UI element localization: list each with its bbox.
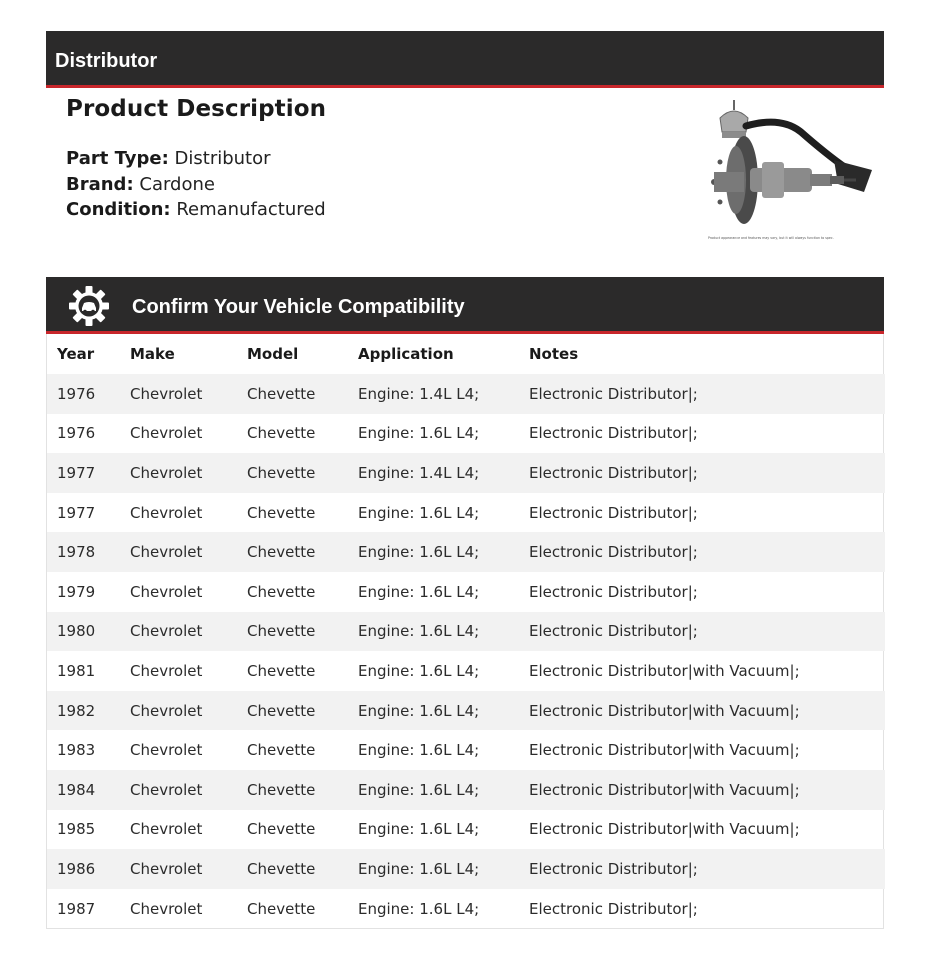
cell-notes: Electronic Distributor|with Vacuum|;	[519, 691, 885, 731]
cell-year: 1986	[47, 849, 120, 889]
cell-model: Chevette	[237, 612, 348, 652]
cell-model: Chevette	[247, 899, 316, 918]
distributor-image	[706, 100, 881, 242]
table-row	[47, 414, 885, 454]
cell-year: 1976	[47, 374, 120, 414]
table-row	[47, 493, 885, 533]
cell-application: Engine: 1.6L L4;	[348, 691, 519, 731]
cell-make: Chevrolet	[130, 661, 203, 680]
cell-make: Chevrolet	[130, 424, 203, 443]
cell-model: Chevette	[247, 424, 316, 443]
cell-year: 1977	[47, 453, 120, 493]
table-row	[47, 572, 885, 612]
table-row	[47, 453, 885, 493]
cell-make: Chevrolet	[120, 532, 237, 572]
cell-make: Chevrolet	[120, 453, 237, 493]
section-title: Distributor	[55, 50, 158, 72]
cell-notes: Electronic Distributor|;	[519, 532, 885, 572]
gear-car-icon	[68, 285, 110, 327]
cell-notes: Electronic Distributor|;	[519, 849, 885, 889]
cell-year: 1978	[47, 532, 120, 572]
cell-make: Chevrolet	[120, 691, 237, 731]
table-body	[47, 374, 885, 928]
cell-notes: Electronic Distributor|;	[529, 503, 698, 522]
cell-year: 1982	[47, 691, 120, 731]
cell-year: 1980	[47, 612, 120, 652]
cell-application: Engine: 1.6L L4;	[358, 820, 480, 839]
brand-row	[66, 172, 326, 198]
cell-make: Chevrolet	[130, 741, 203, 760]
cell-application: Engine: 1.6L L4;	[358, 661, 480, 680]
table-row	[47, 374, 885, 414]
cell-make: Chevrolet	[120, 612, 237, 652]
cell-make: Chevrolet	[120, 374, 237, 414]
table-row	[47, 810, 885, 850]
table-row	[47, 849, 885, 889]
cell-model: Chevette	[247, 820, 316, 839]
column-header-year: Year	[57, 345, 95, 363]
field-label: Part Type:	[66, 148, 169, 169]
cell-model: Chevette	[247, 503, 316, 522]
cell-notes: Electronic Distributor|with Vacuum|;	[529, 741, 800, 760]
column-header-model: Model	[247, 345, 299, 363]
cell-year: 1985	[57, 820, 96, 839]
cell-year: 1979	[57, 582, 96, 601]
cell-notes: Electronic Distributor|;	[529, 899, 698, 918]
product-description	[66, 96, 326, 223]
cell-notes: Electronic Distributor|;	[519, 453, 885, 493]
cell-application: Engine: 1.6L L4;	[358, 424, 480, 443]
cell-notes: Electronic Distributor|with Vacuum|;	[529, 661, 800, 680]
cell-model: Chevette	[237, 532, 348, 572]
field-value: Remanufactured	[176, 199, 326, 220]
cell-notes: Electronic Distributor|;	[529, 424, 698, 443]
compatibility-table	[46, 334, 884, 929]
cell-notes: Electronic Distributor|with Vacuum|;	[529, 820, 800, 839]
cell-year: 1987	[57, 899, 96, 918]
column-header-make: Make	[130, 345, 175, 363]
cell-make: Chevrolet	[130, 503, 203, 522]
cell-model: Chevette	[237, 691, 348, 731]
part-type-row	[66, 146, 326, 172]
table-row	[47, 770, 885, 810]
cell-application: Engine: 1.6L L4;	[358, 741, 480, 760]
cell-model: Chevette	[237, 374, 348, 414]
cell-application: Engine: 1.6L L4;	[348, 612, 519, 652]
cell-application: Engine: 1.6L L4;	[358, 503, 480, 522]
cell-make: Chevrolet	[130, 899, 203, 918]
table-row	[47, 889, 885, 929]
cell-year: 1984	[47, 770, 120, 810]
table-row	[47, 612, 885, 652]
cell-notes: Electronic Distributor|with Vacuum|;	[519, 770, 885, 810]
cell-application: Engine: 1.6L L4;	[348, 532, 519, 572]
field-value: Distributor	[174, 148, 271, 169]
table-row	[47, 691, 885, 731]
cell-application: Engine: 1.6L L4;	[358, 582, 480, 601]
table-header-row	[47, 334, 885, 374]
description-heading: Product Description	[66, 96, 327, 122]
field-value: Cardone	[139, 173, 215, 195]
cell-application: Engine: 1.6L L4;	[358, 899, 480, 918]
table-row	[47, 532, 885, 572]
distributor-header-bar	[46, 31, 884, 88]
compatibility-title: Confirm Your Vehicle Compatibility	[132, 296, 465, 318]
compatibility-header-bar	[46, 277, 884, 334]
cell-notes: Electronic Distributor|;	[519, 612, 885, 652]
field-label: Condition:	[66, 199, 171, 220]
cell-model: Chevette	[247, 582, 316, 601]
cell-application: Engine: 1.4L L4;	[348, 453, 519, 493]
cell-application: Engine: 1.6L L4;	[348, 849, 519, 889]
image-caption: Product appearance and features may vary, but it will always function to spec.	[708, 236, 834, 240]
cell-notes: Electronic Distributor|;	[519, 374, 885, 414]
cell-year: 1983	[57, 741, 96, 760]
cell-year: 1976	[57, 424, 96, 443]
cell-year: 1981	[57, 661, 96, 680]
cell-notes: Electronic Distributor|;	[529, 582, 698, 601]
cell-model: Chevette	[247, 741, 316, 760]
condition-row	[66, 197, 326, 223]
table-row	[47, 651, 885, 691]
table-row	[47, 730, 885, 770]
cell-make: Chevrolet	[120, 770, 237, 810]
column-header-application: Application	[358, 345, 454, 363]
cell-application: Engine: 1.6L L4;	[348, 770, 519, 810]
column-header-notes: Notes	[529, 345, 579, 363]
cell-make: Chevrolet	[130, 820, 203, 839]
field-label: Brand:	[66, 173, 134, 195]
cell-model: Chevette	[237, 453, 348, 493]
cell-year: 1977	[57, 503, 96, 522]
cell-make: Chevrolet	[120, 849, 237, 889]
cell-model: Chevette	[237, 849, 348, 889]
cell-make: Chevrolet	[130, 582, 203, 601]
cell-application: Engine: 1.4L L4;	[348, 374, 519, 414]
cell-model: Chevette	[237, 770, 348, 810]
cell-model: Chevette	[247, 661, 316, 680]
